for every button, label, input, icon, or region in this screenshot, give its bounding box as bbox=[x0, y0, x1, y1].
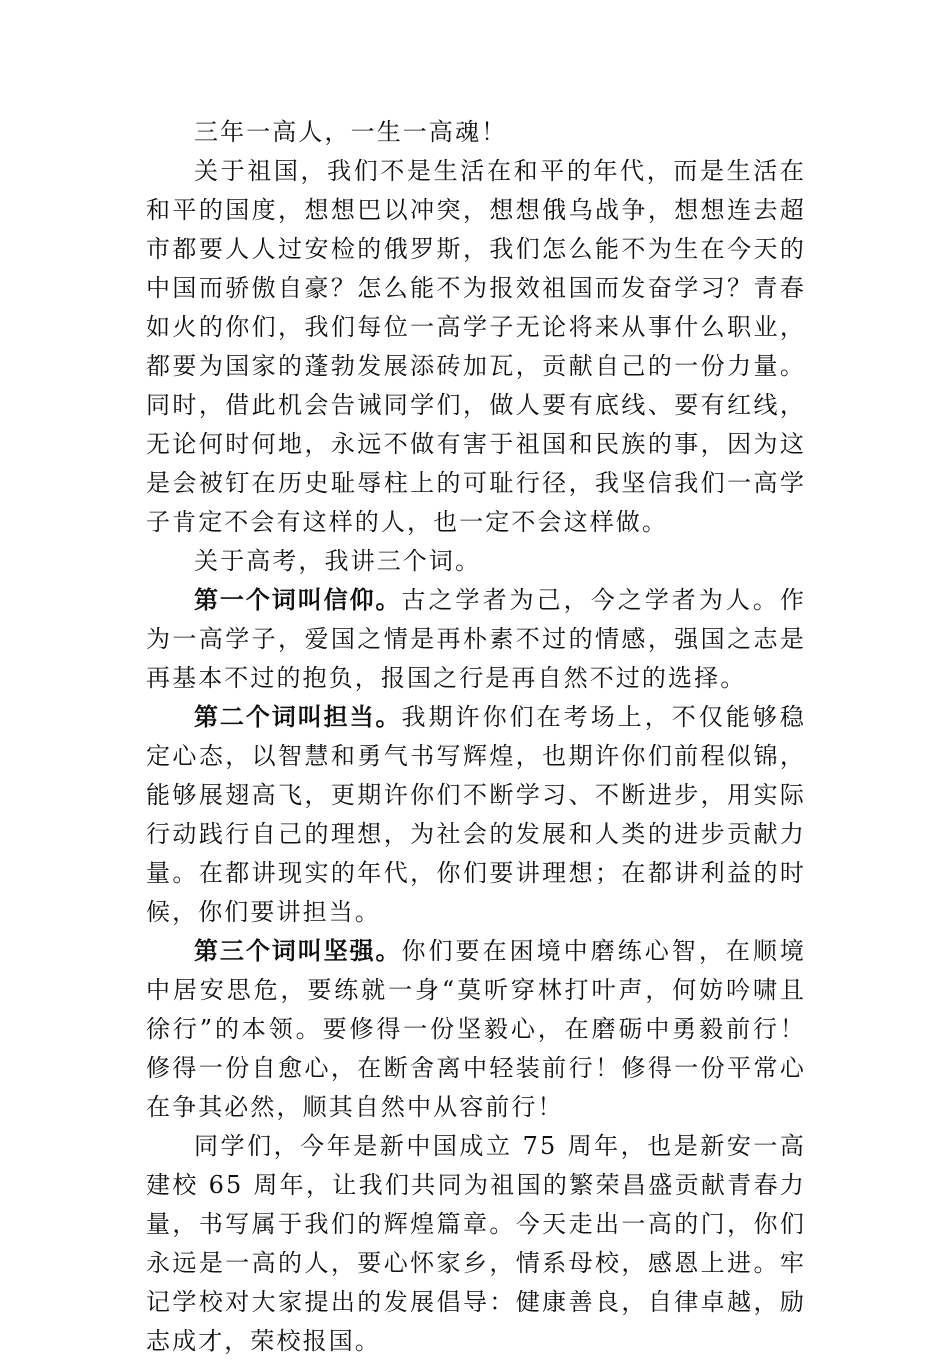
paragraph-anniversary bbox=[146, 1127, 806, 1361]
paragraph-closing-slogan bbox=[146, 113, 806, 152]
paragraph-lead-heading: 第二个词叫担当。 bbox=[194, 703, 402, 731]
paragraph-text: 关于高考，我讲三个词。 bbox=[194, 547, 482, 575]
paragraph-text: 你们要在困境中磨练心智，在顺境中居安思危，要练就一身“莫听穿林打叶声，何妨吟啸且徐行”的本领。要修得一份坚毅心，在磨砺中勇毅前行！修得一份自愈心，在断舍离中轻装前行！修得一份平常心在争其必然，顺其自然中从容前行！ bbox=[146, 937, 807, 1121]
paragraph-text: 古之学者为己，今之学者为人。作为一高学子，爱国之情是再朴素不过的情感，强国之志是再基本不过的抱负，报国之行是再自然不过的选择。 bbox=[146, 586, 807, 692]
paragraph-word-faith bbox=[146, 581, 806, 698]
paragraph-word-responsibility bbox=[146, 698, 806, 932]
paragraph-motherland bbox=[146, 152, 806, 542]
paragraph-text: 同学们，今年是新中国成立 75 周年，也是新安一高建校 65 周年，让我们共同为祖国的繁荣昌盛贡献青春力量，书写属于我们的辉煌篇章。今天走出一高的门，你们永远是一高的人，要心怀家乡，情系母校，感恩上进。牢记学校对大家提出的发展倡导：健康善良，自律卓越，励志成才，荣校报国。 bbox=[146, 1132, 806, 1355]
paragraph-text: 我期许你们在考场上，不仅能够稳定心态，以智慧和勇气书写辉煌，也期许你们前程似锦，能够展翅高飞，更期许你们不断学习、不断进步，用实际行动践行自己的理想，为社会的发展和人类的进步贡献力量。在都讲现实的年代，你们要讲理想；在都讲利益的时候，你们要讲担当。 bbox=[146, 703, 807, 926]
paragraph-word-strength bbox=[146, 932, 806, 1127]
paragraph-lead-heading: 第三个词叫坚强。 bbox=[194, 937, 402, 965]
paragraph-text: 关于祖国，我们不是生活在和平的年代，而是生活在和平的国度，想想巴以冲突，想想俄乌战争，想想连去超市都要人人过安检的俄罗斯，我们怎么能不为生在今天的中国而骄傲自豪？怎么能不为报效祖国而发奋学习？青春如火的你们，我们每位一高学子无论将来从事什么职业，都要为国家的蓬勃发展添砖加瓦，贡献自己的一份力量。同时，借此机会告诫同学们，做人要有底线、要有红线，无论何时何地，永远不做有害于祖国和民族的事，因为这是会被钉在历史耻辱柱上的可耻行径，我坚信我们一高学子肯定不会有这样的人，也一定不会这样做。 bbox=[146, 157, 806, 536]
document-body bbox=[146, 113, 806, 1361]
paragraph-gaokao-intro bbox=[146, 542, 806, 581]
paragraph-text: 三年一高人，一生一高魂！ bbox=[194, 118, 508, 146]
paragraph-lead-heading: 第一个词叫信仰。 bbox=[194, 586, 402, 614]
